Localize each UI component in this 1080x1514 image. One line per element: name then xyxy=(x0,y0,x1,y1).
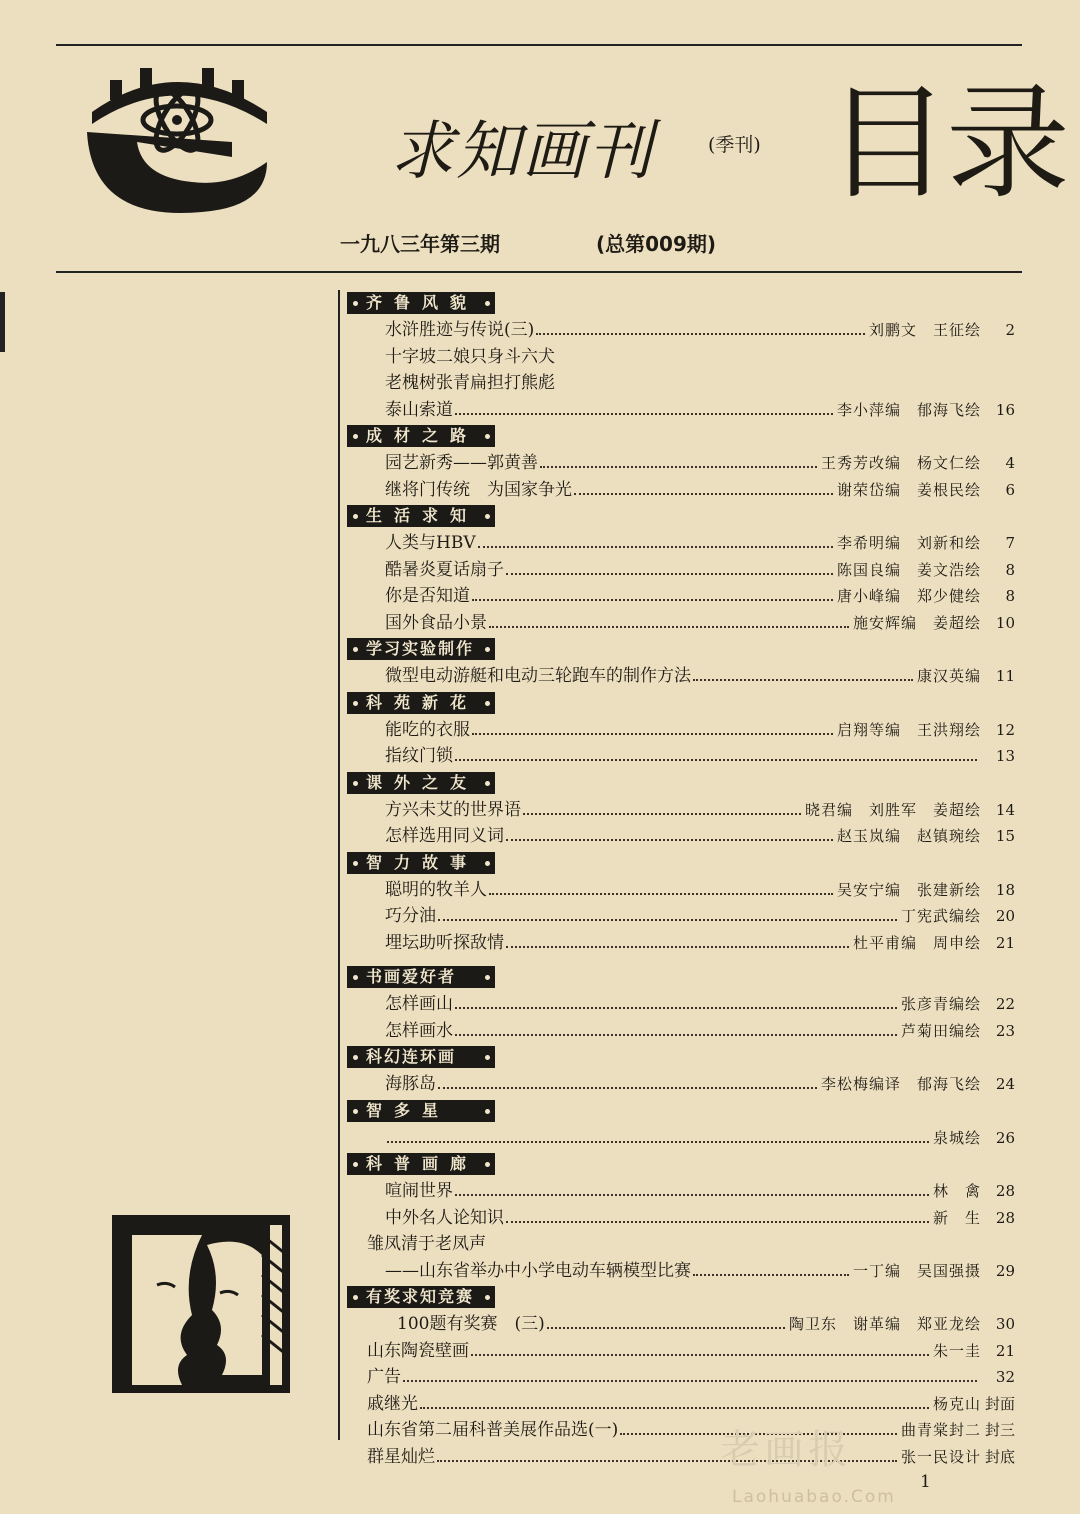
section-label: 齐鲁风貌 xyxy=(366,293,479,312)
section-header xyxy=(347,638,495,660)
section-label: 有奖求知竞赛 xyxy=(366,1287,475,1306)
entry-page: 13 xyxy=(995,747,1015,765)
entry-title: 继将门传统 为国家争光 xyxy=(385,479,572,500)
toc-entry xyxy=(345,717,1015,744)
entry-title: 怎样画山 xyxy=(385,994,453,1014)
entry-title: 雏凤清于老凤声 xyxy=(367,1234,486,1254)
entry-page: 30 xyxy=(995,1315,1015,1333)
dot-leader xyxy=(693,1274,849,1276)
entry-credit: 李小萍编 郁海飞绘 xyxy=(836,400,981,419)
entry-credit: 新 生 xyxy=(932,1208,981,1227)
section-dot xyxy=(353,1295,358,1300)
section-label: 科苑新花 xyxy=(366,692,479,712)
entry-title: 山东陶瓷壁画 xyxy=(367,1340,469,1361)
section-dot xyxy=(353,1055,358,1060)
toc-entry xyxy=(345,823,1015,850)
contents-heading: 目录 xyxy=(826,72,1067,216)
quarterly-label: (季刊) xyxy=(708,134,761,156)
section-dot xyxy=(485,861,490,866)
dot-leader xyxy=(489,626,849,628)
section-header xyxy=(347,425,495,447)
dot-leader xyxy=(693,679,913,681)
entry-credit: 唐小峰编 郑少健绘 xyxy=(836,587,981,605)
entry-page: 7 xyxy=(1005,534,1015,552)
header-rule xyxy=(56,271,1022,273)
entry-page: 4 xyxy=(1005,454,1015,472)
entry-title: 埋坛助听探敌情 xyxy=(385,932,504,953)
section-label: 书画爱好者 xyxy=(366,967,457,986)
entry-page: 21 xyxy=(995,933,1015,952)
feature-title xyxy=(345,1231,1015,1258)
entry-credit: 曲青棠封二 xyxy=(900,1421,981,1439)
dot-leader xyxy=(547,1327,785,1329)
toc-entry xyxy=(345,1205,1015,1232)
entry-title: 聪明的牧羊人 xyxy=(385,879,487,900)
entry-page: 15 xyxy=(995,827,1015,845)
toc-entry xyxy=(345,877,1015,904)
dot-leader xyxy=(478,546,833,548)
watermark-url: Laohuabao.Com xyxy=(732,1487,896,1507)
toc-entry xyxy=(345,1311,1015,1338)
section-header xyxy=(347,692,495,714)
section-label: 智力故事 xyxy=(366,852,479,872)
toc-entry xyxy=(345,1178,1015,1205)
entry-title: 泰山索道 xyxy=(385,399,453,420)
table-of-contents xyxy=(345,290,1025,1470)
section-header xyxy=(347,505,495,527)
entry-page: 10 xyxy=(995,613,1015,632)
section-header xyxy=(347,292,495,314)
toc-entry xyxy=(345,583,1015,610)
section-spacer xyxy=(345,956,1025,964)
page-number: 1 xyxy=(920,1472,931,1492)
toc-entry xyxy=(345,317,1015,344)
toc-entry xyxy=(345,557,1015,584)
section-label: 课外之友 xyxy=(366,772,479,792)
section-header xyxy=(347,1153,495,1175)
entry-page: 23 xyxy=(995,1021,1015,1040)
section-dot xyxy=(485,647,490,652)
section-dot xyxy=(485,975,490,980)
section-dot xyxy=(485,701,490,706)
top-rule xyxy=(56,44,1022,46)
entry-page: 32 xyxy=(995,1368,1015,1386)
dot-leader xyxy=(506,839,833,841)
section-label: 成材之路 xyxy=(366,426,479,445)
dot-leader xyxy=(455,1194,929,1196)
section-label: 科普画廊 xyxy=(366,1154,479,1173)
total-issue-label: (总第009期) xyxy=(596,232,717,256)
woodcut-illustration xyxy=(112,1215,290,1393)
entry-title: 方兴未艾的世界语 xyxy=(385,799,521,820)
section-label: 生活求知 xyxy=(366,506,479,525)
entry-page: 2 xyxy=(1005,321,1015,339)
entry-credit: 李松梅编译 郁海飞绘 xyxy=(820,1075,981,1093)
toc-entry xyxy=(345,1391,1015,1418)
section-dot xyxy=(353,301,358,306)
entry-credit: 杜平甫编 周申绘 xyxy=(852,933,981,952)
dot-leader xyxy=(506,573,833,575)
section-dot xyxy=(485,1295,490,1300)
dot-leader xyxy=(506,1221,929,1223)
entry-credit: 刘鹏文 王征绘 xyxy=(868,321,981,339)
entry-title: 海豚岛 xyxy=(385,1074,436,1094)
entry-title: 喧闹世界 xyxy=(385,1181,453,1201)
section-dot xyxy=(353,1162,358,1167)
entry-credit: 泉城绘 xyxy=(932,1128,981,1147)
dot-leader xyxy=(438,919,897,921)
entry-page: 28 xyxy=(995,1182,1015,1200)
entry-credit: 杨克山 xyxy=(932,1394,981,1413)
section-label: 智多星 xyxy=(366,1100,451,1120)
dot-leader xyxy=(455,1034,897,1036)
entry-title: ——山东省举办中小学电动车辆模型比赛 xyxy=(385,1260,691,1281)
entry-credit: 启翔等编 王洪翔绘 xyxy=(836,720,981,739)
magazine-logo xyxy=(82,62,272,232)
entry-page: 封三 xyxy=(984,1421,1015,1439)
entry-title: 水浒胜迹与传说(三) xyxy=(385,320,535,340)
entry-title: 戚继光 xyxy=(367,1393,418,1414)
entry-credit: 施安辉编 姜超绘 xyxy=(852,613,981,632)
section-label: 学习实验制作 xyxy=(366,639,475,658)
entry-credit: 林 禽 xyxy=(932,1182,981,1200)
entry-credit: 一丁编 吴国强摄 xyxy=(852,1261,981,1280)
section-label: 科幻连环画 xyxy=(366,1047,457,1066)
entry-page: 22 xyxy=(995,995,1015,1013)
section-dot xyxy=(353,514,358,519)
entry-title: 怎样选用同义词 xyxy=(385,826,504,846)
entry-credit: 丁宪武编绘 xyxy=(900,907,981,925)
toc-entry xyxy=(345,1125,1015,1152)
section-header xyxy=(347,852,495,874)
entry-page: 21 xyxy=(995,1341,1015,1360)
section-header xyxy=(347,1046,495,1068)
entry-page: 20 xyxy=(995,907,1015,925)
toc-entry xyxy=(345,477,1015,504)
section-dot xyxy=(353,434,358,439)
section-dot xyxy=(353,701,358,706)
entry-credit: 吴安宁编 张建新绘 xyxy=(836,880,981,899)
section-dot xyxy=(485,781,490,786)
entry-page: 12 xyxy=(995,720,1015,739)
entry-credit: 朱一圭 xyxy=(932,1341,981,1360)
section-header xyxy=(347,1100,495,1122)
entry-credit: 陶卫东 谢革编 郑亚龙绘 xyxy=(788,1315,981,1333)
dot-leader xyxy=(455,1007,897,1009)
issue-label: 一九八三年第三期 xyxy=(340,232,500,256)
entry-title: 老槐树张青扁担打熊彪 xyxy=(385,373,555,393)
entry-title: 巧分油 xyxy=(385,906,436,926)
dot-leader xyxy=(387,1141,929,1143)
dot-leader xyxy=(403,1380,977,1382)
entry-title: 酷暑炎夏话扇子 xyxy=(385,559,504,580)
toc-entry xyxy=(345,450,1015,477)
dot-leader xyxy=(472,599,833,601)
toc-entry xyxy=(345,991,1015,1018)
section-dot xyxy=(353,647,358,652)
section-dot xyxy=(353,1109,358,1114)
entry-title: 怎样画水 xyxy=(385,1020,453,1041)
watermark: 老画报 xyxy=(720,1427,852,1473)
section-dot xyxy=(353,861,358,866)
entry-credit: 陈国良编 姜文浩绘 xyxy=(836,560,981,579)
section-header xyxy=(347,966,495,988)
entry-title: 十字坡二娘只身斗六犬 xyxy=(385,346,555,367)
entry-credit: 张彦青编绘 xyxy=(900,995,981,1013)
entry-page: 29 xyxy=(995,1261,1015,1280)
toc-entry xyxy=(345,930,1015,957)
entry-page: 18 xyxy=(995,880,1015,899)
entry-title: 人类与HBV xyxy=(385,533,476,553)
entry-page: 14 xyxy=(995,800,1015,819)
section-header xyxy=(347,1286,495,1308)
dot-leader xyxy=(455,413,833,415)
entry-title: 国外食品小景 xyxy=(385,612,487,633)
magazine-title: 求知画刊 xyxy=(390,115,654,189)
dot-leader xyxy=(540,466,817,468)
entry-page: 封面 xyxy=(984,1394,1015,1413)
toc-entry xyxy=(345,663,1015,690)
toc-entry xyxy=(345,1018,1015,1045)
toc-entry xyxy=(345,610,1015,637)
toc-entry xyxy=(345,397,1015,424)
entry-title: 100题有奖赛 (三) xyxy=(397,1314,545,1334)
entry-credit: 赵玉岚编 赵镇琬绘 xyxy=(836,827,981,845)
toc-entry xyxy=(345,797,1015,824)
entry-page: 6 xyxy=(1005,480,1015,499)
toc-entry xyxy=(345,1071,1015,1098)
section-dot xyxy=(485,1055,490,1060)
entry-page: 16 xyxy=(995,400,1015,419)
section-dot xyxy=(485,301,490,306)
dot-leader xyxy=(506,946,849,948)
entry-title: 群星灿烂 xyxy=(367,1446,435,1467)
section-dot xyxy=(485,1162,490,1167)
entry-title: 山东省第二届科普美展作品选(一) xyxy=(367,1420,619,1440)
entry-title: 广告 xyxy=(367,1367,401,1387)
toc-entry xyxy=(345,1444,1015,1471)
entry-title: 你是否知道 xyxy=(385,586,470,606)
dot-leader xyxy=(472,733,833,735)
dot-leader xyxy=(438,1087,817,1089)
entry-credit: 晓君编 刘胜军 姜超绘 xyxy=(804,800,981,819)
dot-leader xyxy=(420,1407,929,1409)
section-dot xyxy=(353,781,358,786)
entry-page: 11 xyxy=(995,667,1015,685)
section-header xyxy=(347,772,495,794)
toc-entry xyxy=(345,743,1015,770)
entry-title: 能吃的衣服 xyxy=(385,719,470,740)
dot-leader xyxy=(471,1354,929,1356)
entry-page: 24 xyxy=(995,1075,1015,1093)
dot-leader xyxy=(523,813,801,815)
dot-leader xyxy=(574,493,833,495)
dot-leader xyxy=(536,333,865,335)
toc-entry xyxy=(345,530,1015,557)
dot-leader xyxy=(489,893,833,895)
entry-page: 28 xyxy=(995,1208,1015,1227)
column-divider xyxy=(338,290,340,1440)
binding-mark xyxy=(0,292,5,352)
toc-entry xyxy=(345,1338,1015,1365)
entry-credit: 芦菊田编绘 xyxy=(900,1021,981,1040)
toc-entry xyxy=(345,1417,1015,1444)
toc-entry xyxy=(345,344,1015,371)
section-dot xyxy=(353,975,358,980)
entry-credit: 张一民设计 xyxy=(900,1447,981,1466)
entry-title: 微型电动游艇和电动三轮跑车的制作方法 xyxy=(385,666,691,686)
entry-page: 封底 xyxy=(984,1447,1015,1466)
entry-page: 26 xyxy=(995,1128,1015,1147)
entry-credit: 李希明编 刘新和绘 xyxy=(836,534,981,552)
entry-page: 8 xyxy=(1005,560,1015,579)
entry-title: 园艺新秀——郭黄善 xyxy=(385,453,538,473)
toc-entry xyxy=(345,903,1015,930)
entry-credit: 王秀芳改编 杨文仁绘 xyxy=(820,454,981,472)
section-dot xyxy=(485,514,490,519)
toc-entry xyxy=(345,370,1015,397)
entry-credit: 康汉英编 xyxy=(916,667,981,685)
section-dot xyxy=(485,434,490,439)
dot-leader xyxy=(455,759,977,761)
entry-page: 8 xyxy=(1005,587,1015,605)
entry-credit: 谢荣岱编 姜根民绘 xyxy=(836,480,981,499)
section-dot xyxy=(485,1109,490,1114)
toc-entry xyxy=(345,1258,1015,1285)
entry-title: 中外名人论知识 xyxy=(385,1207,504,1228)
entry-title: 指纹门锁 xyxy=(385,746,453,766)
toc-entry xyxy=(345,1364,1015,1391)
